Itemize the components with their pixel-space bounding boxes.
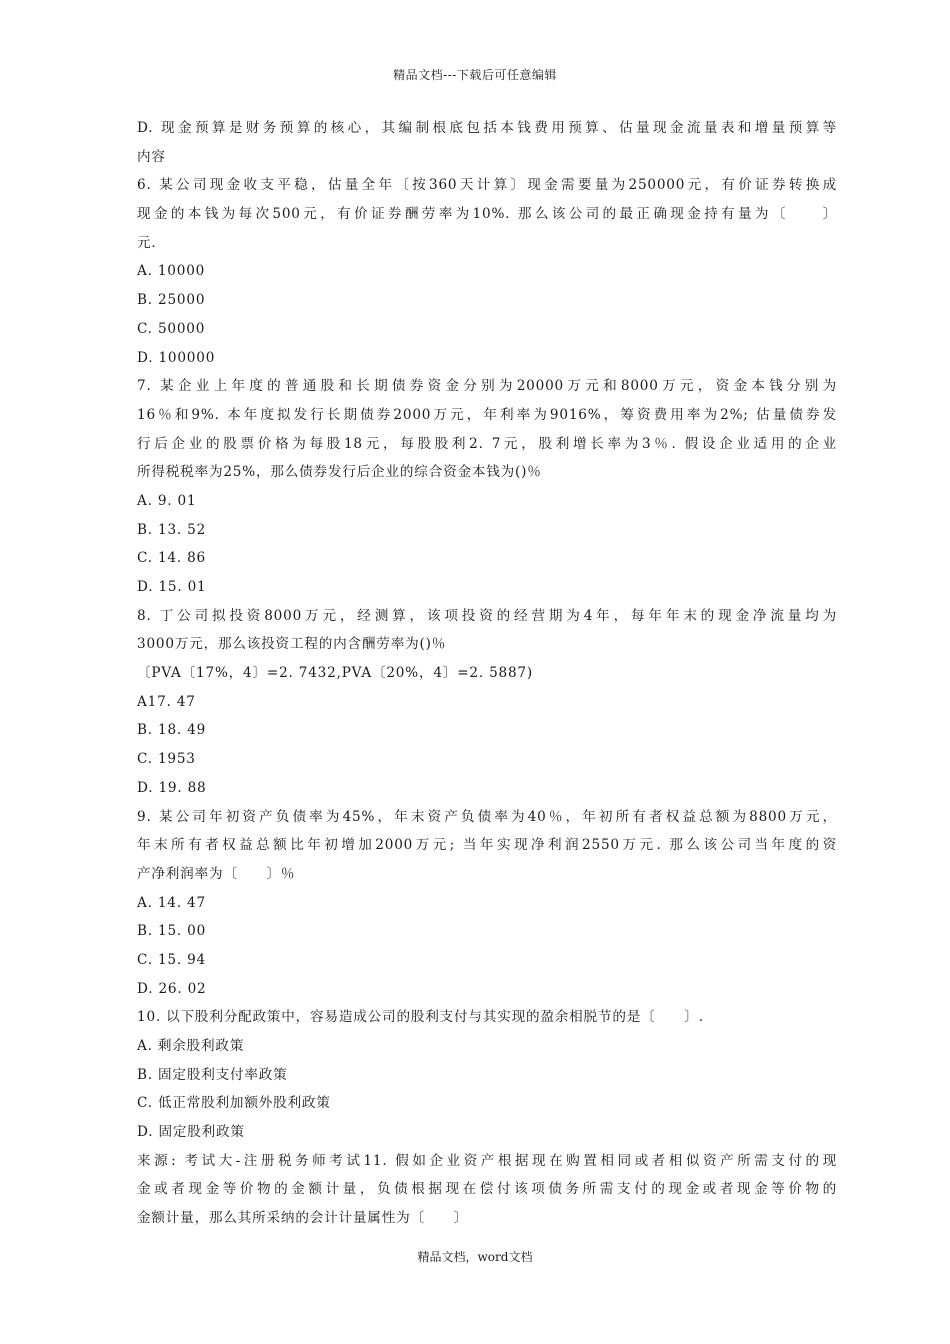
text-line: 10. 以下股利分配政策中，容易造成公司的股利支付与其实现的盈余相脱节的是〔 〕. bbox=[137, 1009, 704, 1026]
text-line: B. 15. 00 bbox=[137, 923, 207, 940]
text-line: D. 100000 bbox=[137, 349, 216, 366]
page-footer: 精品文档，word文档 bbox=[417, 1250, 533, 1264]
text-line: 产净利润率为〔 〕％ bbox=[137, 865, 296, 882]
text-line: 内容 bbox=[137, 148, 166, 165]
text-line: C. 50000 bbox=[137, 320, 206, 337]
text-line: A. 剩余股利政策 bbox=[137, 1038, 245, 1054]
text-line: C. 低正常股利加额外股利政策 bbox=[137, 1095, 331, 1112]
text-line: A. 10000 bbox=[137, 263, 206, 280]
text-line: 3000万元，那么该投资工程的内含酬劳率为()％ bbox=[137, 636, 447, 653]
text-line: 来源: 考试大-注册税务师考试11. 假如企业资产根据现在购置相同或者相似资产所需支付的现 bbox=[137, 1152, 837, 1169]
text-line: 8. 丁公司拟投资8000万元，经测算，该项投资的经营期为4年，每年年末的现金净流量均为 bbox=[137, 607, 837, 624]
text-line: D. 固定股利政策 bbox=[137, 1124, 245, 1141]
text-line: D. 19. 88 bbox=[137, 779, 207, 796]
text-line: A. 14. 47 bbox=[137, 894, 206, 911]
page-header: 精品文档---下载后可任意编辑 bbox=[393, 68, 557, 82]
text-line: D. 26. 02 bbox=[137, 980, 207, 997]
text-line: B. 固定股利支付率政策 bbox=[137, 1066, 288, 1083]
text-line: B. 18. 49 bbox=[137, 722, 207, 739]
text-line: B. 25000 bbox=[137, 292, 206, 309]
text-line: 所得税税率为25%，那么债券发行后企业的综合资金本钱为()％ bbox=[137, 464, 542, 481]
document-body bbox=[137, 114, 837, 1233]
text-line: 现金的本钱为每次500元，有价证券酬劳率为10%. 那么该公司的最正确现金持有量为〔 〕 bbox=[137, 206, 837, 223]
text-line: 行后企业的股票价格为每股18元，每股股利2. 7元，股利增长率为3％. 假设企业适用的企业 bbox=[137, 435, 837, 452]
text-line: 金或者现金等价物的金额计量，负债根据现在偿付该项债务所需支付的现金或者现金等价物的 bbox=[137, 1181, 837, 1198]
text-line: A. 9. 01 bbox=[137, 492, 197, 509]
text-line: B. 13. 52 bbox=[137, 521, 207, 538]
text-line: 金额计量，那么其所采纳的会计计量属性为〔 〕 bbox=[137, 1210, 469, 1227]
text-line: D. 15. 01 bbox=[137, 579, 207, 595]
text-line: 元. bbox=[137, 234, 157, 251]
text-line: D. 现金预算是财务预算的核心，其编制根底包括本钱费用预算、估量现金流量表和增量预算等 bbox=[137, 120, 837, 136]
text-line: 6. 某公司现金收支平稳，估量全年〔按360天计算〕现金需要量为250000元，有价证券转换成 bbox=[137, 177, 837, 194]
text-line: 7. 某企业上年度的普通股和长期债券资金分别为20000万元和8000万元，资金本钱分别为 bbox=[137, 378, 837, 395]
text-line: C. 1953 bbox=[137, 751, 196, 768]
text-line: 9. 某公司年初资产负债率为45%，年末资产负债率为40％，年初所有者权益总额为8800万元， bbox=[137, 808, 837, 825]
text-line: 年末所有者权益总额比年初增加2000万元; 当年实现净利润2550万元. 那么该公司当年度的资 bbox=[137, 837, 837, 854]
text-line: C. 15. 94 bbox=[137, 951, 206, 968]
text-line: 16％和9%. 本年度拟发行长期债券2000万元，年利率为9016%，筹资费用率为2%; 估量债券发 bbox=[137, 406, 837, 423]
text-line: 〔PVA〔17%，4〕=2. 7432,PVA〔20%，4〕=2. 5887) bbox=[137, 665, 533, 682]
text-line: C. 14. 86 bbox=[137, 550, 206, 567]
text-line: A17. 47 bbox=[137, 693, 196, 710]
